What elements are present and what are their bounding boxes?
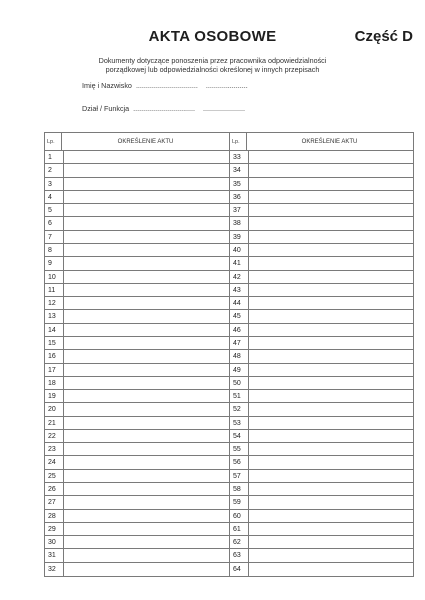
row-number: 8 [45,244,64,256]
row-number: 26 [45,483,64,495]
row-number: 60 [230,510,249,522]
row-description-cell[interactable] [246,377,413,389]
table-row [45,324,230,337]
table-row [45,217,230,230]
row-number: 25 [45,470,64,482]
row-number: 5 [45,204,64,216]
acts-table [44,132,414,577]
row-description-cell[interactable] [246,324,413,336]
row-description-cell[interactable] [246,164,413,176]
row-number: 47 [230,337,249,349]
row-number: 45 [230,310,249,322]
table-row [45,310,230,323]
row-description-cell[interactable] [61,191,230,203]
row-description-cell[interactable] [61,430,230,442]
row-number: 10 [45,271,64,283]
table-row [230,151,413,164]
table-row [230,443,413,456]
table-row [230,523,413,536]
row-description-cell[interactable] [61,390,230,402]
table-row [230,417,413,430]
row-number: 13 [45,310,64,322]
header-description: OKREŚLENIE AKTU [117,139,174,145]
table-row [230,204,413,217]
row-description-cell[interactable] [61,310,230,322]
row-number: 4 [45,191,64,203]
row-description-cell[interactable] [246,496,413,508]
name-dots-secondary: ..................... [205,81,248,90]
header-lp: Lp. [230,133,247,150]
row-description-cell[interactable] [61,178,230,190]
table-header-row [230,133,413,151]
row-description-cell[interactable] [61,284,230,296]
row-description-cell[interactable] [246,297,413,309]
department-dots: ............................... [133,104,196,113]
table-row [230,271,413,284]
row-number: 28 [45,510,64,522]
table-row [45,337,230,350]
table-row [45,244,230,257]
table-row [230,563,413,576]
row-number: 43 [230,284,249,296]
name-dots: ............................... [135,81,198,90]
table-row [230,536,413,549]
table-row [45,470,230,483]
subtitle-line: Dokumenty dotyczące ponoszenia przez pracownika odpowiedzialności [98,56,327,65]
table-header-row [45,133,230,151]
row-description-cell[interactable] [246,231,413,243]
table-row [45,271,230,284]
row-number: 37 [230,204,249,216]
document-subtitle [0,56,425,74]
row-number: 57 [230,470,249,482]
table-row [45,350,230,363]
table-row [45,191,230,204]
row-number: 29 [45,523,64,535]
table-row [230,496,413,509]
row-description-cell[interactable] [246,151,413,163]
row-number: 53 [230,417,249,429]
row-description-cell[interactable] [61,297,230,309]
row-number: 58 [230,483,249,495]
row-number: 48 [230,350,249,362]
table-row [230,510,413,523]
table-row [45,390,230,403]
row-description-cell[interactable] [246,204,413,216]
table-row [230,297,413,310]
row-description-cell[interactable] [61,337,230,349]
row-number: 3 [45,178,64,190]
table-row [45,164,230,177]
row-number: 6 [45,217,64,229]
row-description-cell[interactable] [61,496,230,508]
table-row [45,523,230,536]
table-row [230,178,413,191]
row-number: 15 [45,337,64,349]
row-description-cell[interactable] [61,271,230,283]
table-row [45,231,230,244]
row-number: 46 [230,324,249,336]
row-description-cell[interactable] [246,257,413,269]
department-field [82,104,245,113]
row-description-cell[interactable] [246,350,413,362]
row-number: 14 [45,324,64,336]
row-description-cell[interactable] [61,324,230,336]
row-number: 20 [45,403,64,415]
row-number: 7 [45,231,64,243]
row-description-cell[interactable] [61,510,230,522]
table-row [230,483,413,496]
row-description-cell[interactable] [246,244,413,256]
table-row [45,443,230,456]
row-number: 61 [230,523,249,535]
table-row [230,549,413,562]
table-row [45,364,230,377]
table-row [230,430,413,443]
row-description-cell[interactable] [61,257,230,269]
row-number: 33 [230,151,249,163]
row-description-cell[interactable] [61,443,230,455]
row-number: 1 [45,151,64,163]
table-row [230,403,413,416]
row-number: 36 [230,191,249,203]
row-description-cell[interactable] [246,443,413,455]
row-description-cell[interactable] [61,204,230,216]
row-number: 52 [230,403,249,415]
row-number: 49 [230,364,249,376]
row-description-cell[interactable] [61,364,230,376]
row-description-cell[interactable] [246,178,413,190]
row-description-cell[interactable] [61,403,230,415]
row-number: 51 [230,390,249,402]
row-number: 19 [45,390,64,402]
row-description-cell[interactable] [61,536,230,548]
row-number: 50 [230,377,249,389]
row-number: 63 [230,549,249,561]
table-row [45,430,230,443]
table-row [45,549,230,562]
row-description-cell[interactable] [246,191,413,203]
acts-table-right-column [230,133,413,576]
table-row [230,390,413,403]
row-description-cell[interactable] [61,151,230,163]
table-row [230,257,413,270]
row-description-cell[interactable] [246,536,413,548]
table-row [230,284,413,297]
table-row [230,337,413,350]
table-row [230,350,413,363]
row-number: 16 [45,350,64,362]
table-row [45,257,230,270]
table-row [230,364,413,377]
row-description-cell[interactable] [246,417,413,429]
row-number: 11 [45,284,64,296]
row-description-cell[interactable] [61,231,230,243]
table-row [45,297,230,310]
row-description-cell[interactable] [246,470,413,482]
row-description-cell[interactable] [61,523,230,535]
row-description-cell[interactable] [246,549,413,561]
row-description-cell[interactable] [246,456,413,468]
row-description-cell[interactable] [246,310,413,322]
row-number: 30 [45,536,64,548]
row-description-cell[interactable] [61,217,230,229]
row-description-cell[interactable] [61,470,230,482]
row-description-cell[interactable] [246,563,413,576]
row-number: 56 [230,456,249,468]
table-row [45,377,230,390]
row-number: 64 [230,563,249,576]
table-row [45,403,230,416]
row-description-cell[interactable] [246,523,413,535]
row-number: 32 [45,563,64,576]
table-row [45,510,230,523]
document-title: AKTA OSOBOWE [148,28,277,45]
row-description-cell[interactable] [246,390,413,402]
table-row [45,483,230,496]
row-description-cell[interactable] [61,483,230,495]
row-number: 31 [45,549,64,561]
row-description-cell[interactable] [246,430,413,442]
part-label: Część D [354,28,413,45]
table-row [230,456,413,469]
row-number: 59 [230,496,249,508]
table-row [230,470,413,483]
row-number: 62 [230,536,249,548]
row-description-cell[interactable] [246,403,413,415]
row-description-cell[interactable] [61,244,230,256]
row-number: 9 [45,257,64,269]
table-row [45,417,230,430]
header-lp: Lp. [45,133,62,150]
department-dots-secondary: ..................... [203,104,245,113]
row-description-cell[interactable] [61,563,230,576]
table-row [45,151,230,164]
row-description-cell[interactable] [246,483,413,495]
row-number: 22 [45,430,64,442]
department-label: Dział / Funkcja [82,104,130,113]
row-description-cell[interactable] [61,417,230,429]
row-number: 35 [230,178,249,190]
row-number: 23 [45,443,64,455]
row-number: 42 [230,271,249,283]
row-number: 40 [230,244,249,256]
row-number: 2 [45,164,64,176]
row-description-cell[interactable] [246,337,413,349]
row-description-cell[interactable] [61,164,230,176]
table-row [230,231,413,244]
row-description-cell[interactable] [246,217,413,229]
row-number: 44 [230,297,249,309]
row-description-cell[interactable] [246,271,413,283]
table-row [45,536,230,549]
name-field [82,81,248,90]
table-row [230,244,413,257]
row-number: 54 [230,430,249,442]
name-label: Imię i Nazwisko [82,81,132,90]
table-row [45,178,230,191]
row-description-cell[interactable] [246,284,413,296]
row-number: 27 [45,496,64,508]
table-row [230,324,413,337]
acts-table-left-column [45,133,230,576]
subtitle-line: porządkowej lub odpowiedzialności określonej w innych przepisach [105,65,320,74]
table-row [45,204,230,217]
row-description-cell[interactable] [61,549,230,561]
table-row [45,284,230,297]
row-number: 12 [45,297,64,309]
row-number: 24 [45,456,64,468]
table-row [45,496,230,509]
row-description-cell[interactable] [246,364,413,376]
table-row [230,164,413,177]
table-row [230,191,413,204]
row-description-cell[interactable] [61,456,230,468]
table-row [230,377,413,390]
row-number: 39 [230,231,249,243]
row-description-cell[interactable] [61,377,230,389]
table-row [230,217,413,230]
row-number: 17 [45,364,64,376]
row-number: 38 [230,217,249,229]
table-row [45,456,230,469]
row-description-cell[interactable] [246,510,413,522]
header-description: OKREŚLENIE AKTU [301,139,358,145]
row-number: 21 [45,417,64,429]
row-number: 41 [230,257,249,269]
table-row [230,310,413,323]
table-row [45,563,230,576]
row-description-cell[interactable] [61,350,230,362]
row-number: 34 [230,164,249,176]
row-number: 18 [45,377,64,389]
row-number: 55 [230,443,249,455]
